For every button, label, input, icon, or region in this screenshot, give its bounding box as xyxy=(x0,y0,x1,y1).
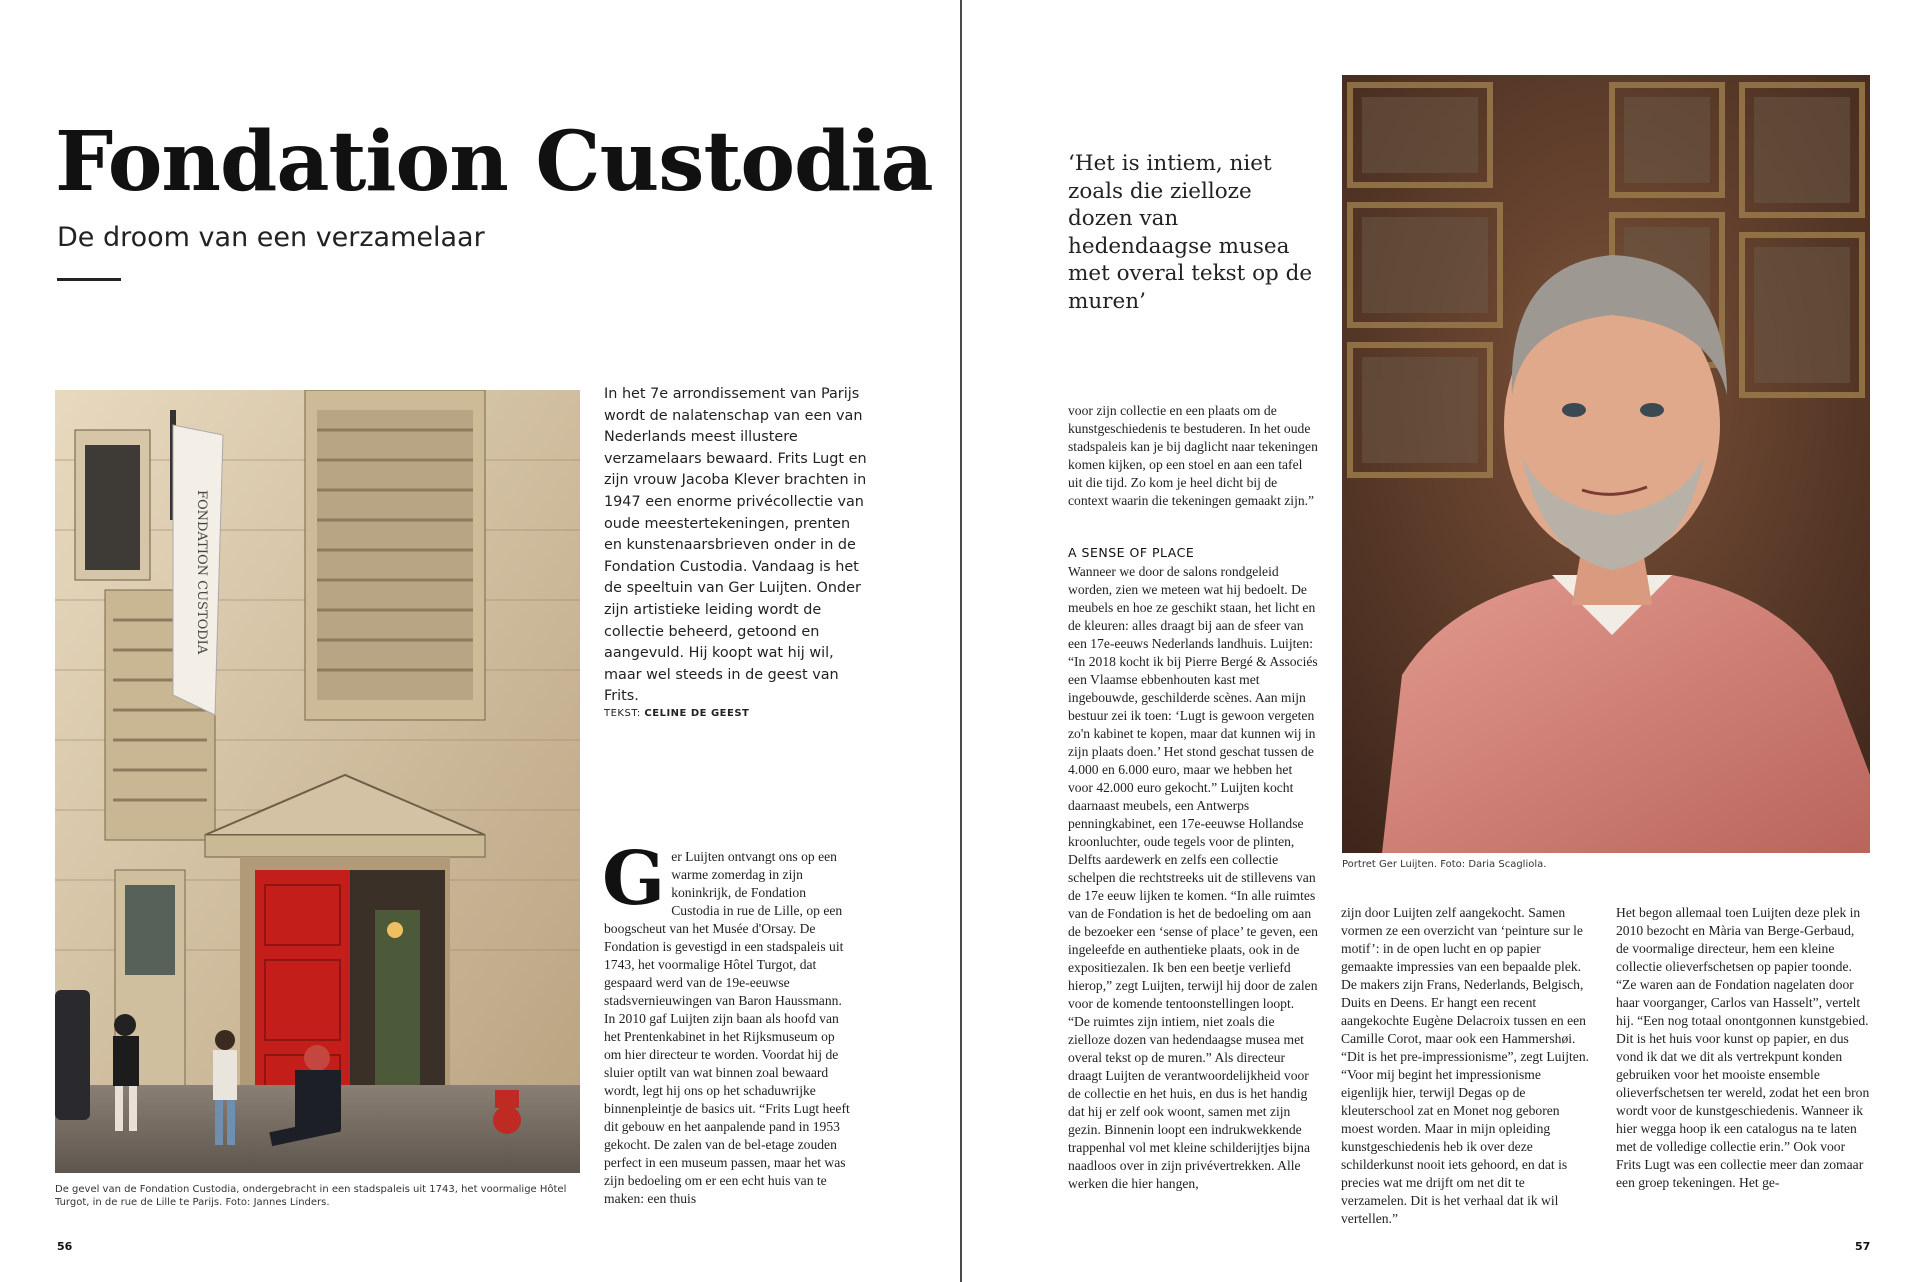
page-number-left: 56 xyxy=(57,1240,73,1253)
section-heading: A SENSE OF PLACE xyxy=(1068,545,1195,560)
facade-photo xyxy=(55,390,580,1173)
credit-label: TEKST: xyxy=(604,708,641,719)
credit-name: CELINE DE GEEST xyxy=(644,708,750,719)
body-column-right-1-top xyxy=(1068,402,1318,510)
body-column-right-3 xyxy=(1616,904,1870,1192)
body-column-right-2 xyxy=(1341,904,1591,1228)
pull-quote: ‘Het is intiem, niet zoals die zielloze dozen van hedendaagse musea met overal tekst op de muren’ xyxy=(1068,151,1313,314)
body-column-left xyxy=(602,836,852,1208)
facade-photo-caption: De gevel van de Fondation Custodia, ondergebracht in een stadspaleis uit 1743, het voormalige Hôtel Turgot, in de rue de Lille te Parijs. Foto: Jannes Linders. xyxy=(55,1184,567,1208)
drop-cap: G xyxy=(602,836,666,922)
body-text-col1-top: voor zijn collectie en een plaats om de kunstgeschiedenis te bestuderen. In het oude stadspaleis kan je bij daglicht naar tekeningen komen kijken, op een stoel en aan een tafel uit die tijd. Zo kom je heel dicht bij de context waarin die tekeningen gemaakt zijn.” xyxy=(1068,403,1318,508)
article-subtitle: De droom van een verzamelaar xyxy=(57,222,485,253)
title-rule xyxy=(57,278,121,281)
article-title: Fondation Custodia xyxy=(55,114,933,210)
body-column-right-1 xyxy=(1068,563,1318,1193)
body-text-col2: zijn door Luijten zelf aangekocht. Samen vormen ze een overzicht van ‘peinture sur le motif’: in de open lucht en op papier gemaakte impressies van een bepaalde plek. De makers zijn Frans, Nederlands, Belgisch, Duits en Deens. Er hangt een recent aangekochte Eugène Delacroix tussen en een Camille Corot, maar ook een Hammershøi. “Dit is het pre-impressionisme”, zegt Luijten. “Voor mij begint het impressionisme eigenlijk hier, terwijl Degas op de kleuterschool zat en Monet nog geboren moest worden. Maar in mijn opleiding kunstgeschiedenis heb ik over deze schilderkunst nooit iets gehoord, en dat is precies wat me drijft om net dit te verzamelen. Dit is het verhaal dat ik wil vertellen.” xyxy=(1341,905,1590,1226)
article-intro: In het 7e arrondissement van Parijs wordt de nalatenschap van een van Nederlands meest illustere verzamelaars bewaard. Frits Lugt en zijn vrouw Jacoba Klever brachten in 1947 een enorme privécollectie van oude meestertekeningen, prenten en kunstenaarsbrieven onder in de Fondation Custodia. Vandaag is het de speeltuin van Ger Luijten. Onder zijn artistieke leiding wordt de collectie beheerd, getoond en aangevuld. Hij koopt wat hij wil, maar wel steeds in de geest van Frits. xyxy=(604,386,867,705)
portrait-photo-caption: Portret Ger Luijten. Foto: Daria Scagliola. xyxy=(1342,859,1547,870)
body-text-col1: Wanneer we door de salons rondgeleid worden, zien we meteen wat hij bedoelt. De meubels en hoe ze geschikt staan, het licht en de kleuren: alles draagt bij aan de sfeer van een 17e-eeuws Nederlands landhuis. Luijten: “In 2018 kocht ik bij Pierre Bergé & Associés een Vlaamse ebbenhouten kast met ingebouwde, geschilderde scènes. Aan mijn bestuur zei ik toen: ‘Lugt is gewoon vergeten zo'n kabinet te kopen, maar dat kunnen wij in zijn plaats doen.’ Het stond geschat tussen de 4.000 en 6.000 euro, maar we hebben het voor 42.000 euro gekocht.” Luijten kocht daarnaast meubels, een Antwerps penningkabinet, een 17e-eeuwse Hollandse kroonluchter, oude tegels voor de plinten, Delfts aardewerk en zelfs een collectie schelpen die rechtstreeks uit de stillevens van de 17e eeuw lijken te komen. “In alle ruimtes van de Fondation is het de bedoeling om aan de bezoeker een ‘sense of place’ te geven, een ingeleefde en authentieke plaats, ook in de expositiezalen. Ik ben een beetje verliefd hierop,” zegt Luijten, terwijl hij door de zalen voor de komende tentoonstellingen loopt. “De ruimtes zijn intiem, niet zoals die zielloze dozen van hedendaagse musea met overal tekst op de muren.” Als directeur draagt Luijten de verantwoordelijkheid voor de collectie en het huis, en dus is het handig dat hij er zelf ook woont, samen met zijn gezin. Binnenin loopt een indrukwekkende trappenhal vol met kleine schilderijtjes bijna naadloos over in zijn privévertrekken. Alle werken die hier hangen, xyxy=(1068,564,1318,1191)
banner-text: FONDATION CUSTODIA xyxy=(194,490,209,655)
portrait-photo xyxy=(1342,75,1870,853)
page-number-right: 57 xyxy=(1855,1240,1871,1253)
body-text-left: er Luijten ontvangt ons op een warme zomerdag in zijn koninkrijk, de Fondation Custodia in rue de Lille, op een boogscheut van het Musée d'Orsay. De Fondation is gevestigd in een stadspaleis uit 1743, het voormalige Hôtel Turgot, dat gespaard werd van de 19e-eeuwse stadsvernieuwingen van Baron Haussmann. In 2010 gaf Luijten zijn baan als hoofd van het Prentenkabinet in het Rijksmuseum op om hier directeur te worden. Voordat hij de sluier optilt van wat binnen zoal bewaard wordt, legt hij ons op het schaduwrijke binnenpleintje de basics uit. “Frits Lugt heeft dit gebouw en het aanpalende pand in 1953 gekocht. De zalen van de bel-etage zouden perfect in een museum passen, maar het was zijn bedoeling om er een echt huis van te maken: een thuis xyxy=(604,849,850,1206)
body-text-col3: Het begon allemaal toen Luijten deze plek in 2010 bezocht en Mària van Berge-Gerbaud, de voormalige directeur, hem een kleine collectie olieverfschetsen op papier toonde. “Ze waren aan de Fondation nagelaten door haar voorganger, Carlos van Hasselt”, vertelt hij. “Een nog totaal onontgonnen kunstgebied. Dit is het huis voor kunst op papier, en dus vond ik dat we dit als vertrekpunt konden gebruiken voor het mooiste ensemble olieverfschetsen ter wereld, zodat het een bron wordt voor de kunstgeschiedenis. Wanneer ik hier wegga hoop ik een catalogus na te laten met de volledige collectie erin.” Ook voor Frits Lugt was een collectie meer dan zomaar een groep tekeningen. Het ge- xyxy=(1616,905,1870,1190)
author-credit xyxy=(604,708,749,719)
